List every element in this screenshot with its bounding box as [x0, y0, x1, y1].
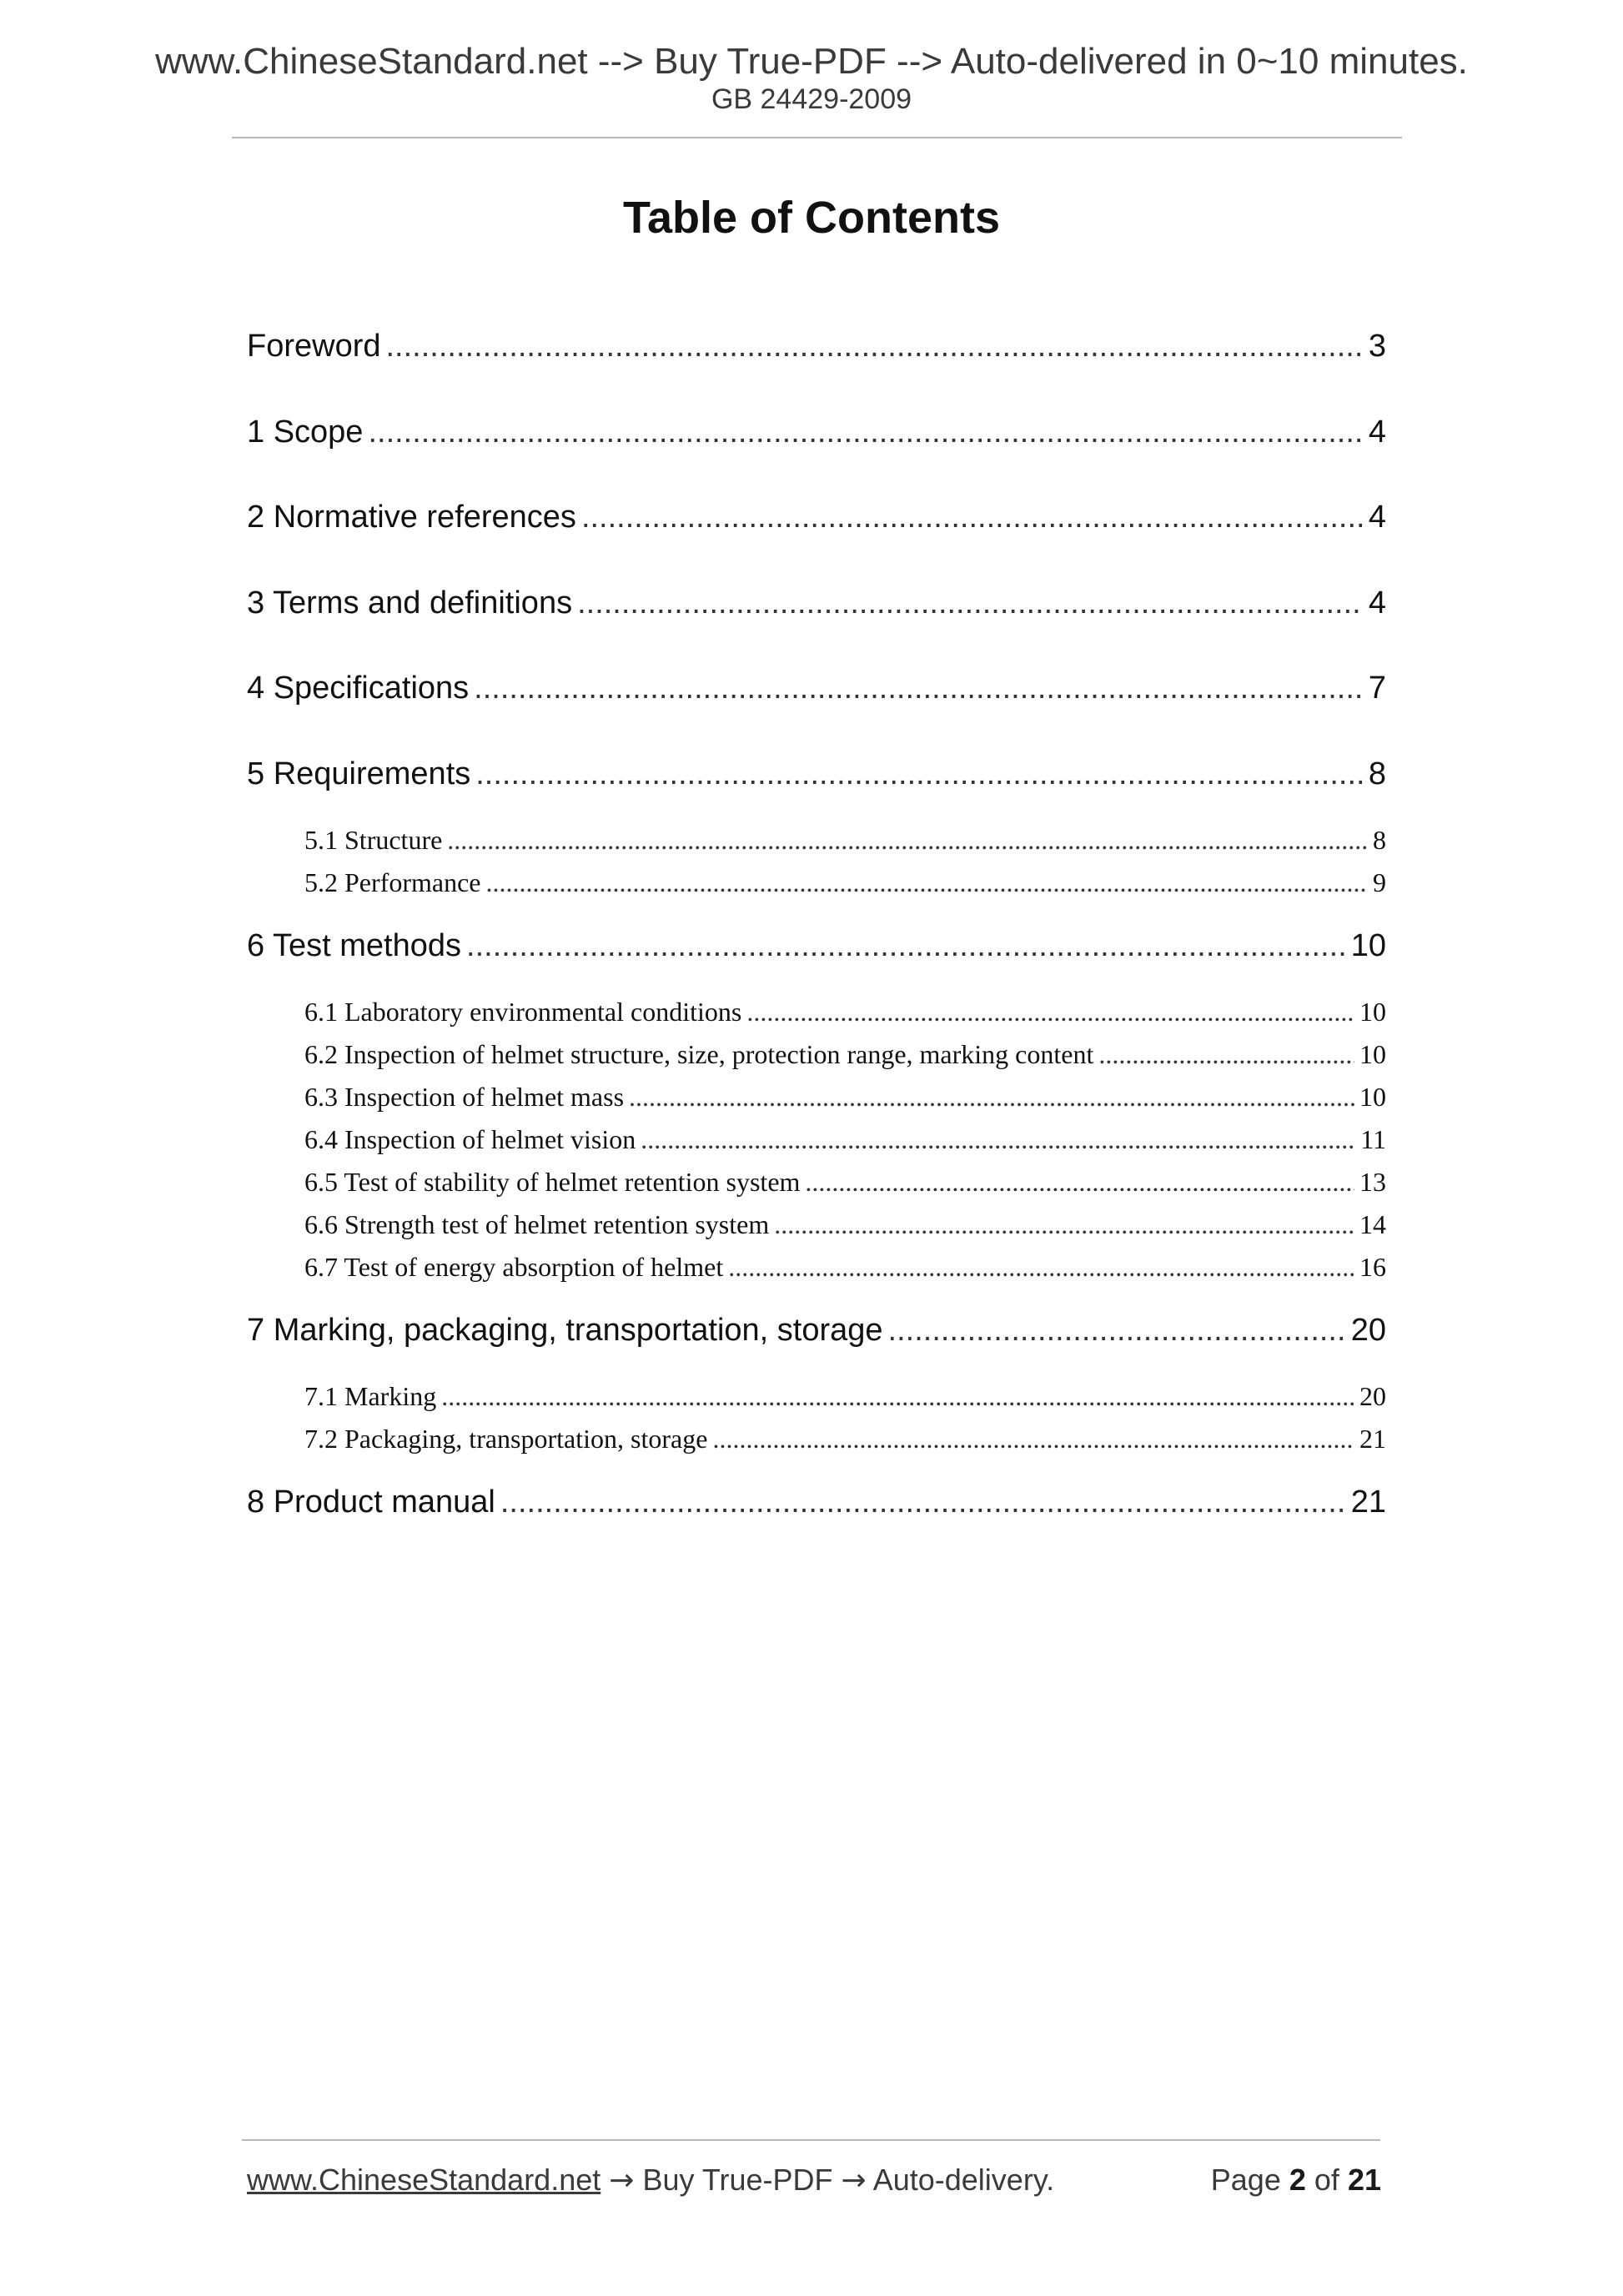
- page-word: Page: [1210, 2163, 1281, 2197]
- toc-entry-product-manual[interactable]: [247, 1483, 1386, 1521]
- toc-entry-retention-stability[interactable]: [304, 1166, 1386, 1198]
- toc-entry-packaging-storage[interactable]: [304, 1423, 1386, 1454]
- toc-page-number: 21: [1359, 1424, 1386, 1454]
- toc-entry-label: 6.7 Test of energy absorption of helmet: [304, 1252, 724, 1282]
- toc-entry-label: 1 Scope: [247, 414, 364, 450]
- toc-entry-performance[interactable]: [304, 867, 1386, 898]
- toc-entry-label: 2 Normative references: [247, 500, 576, 535]
- toc-dot-leader: [577, 584, 1364, 622]
- toc-page-number: 8: [1373, 825, 1386, 855]
- toc-dot-leader: [805, 1166, 1354, 1198]
- current-page-number: 2: [1289, 2163, 1306, 2197]
- toc-dot-leader: [774, 1208, 1354, 1240]
- of-word: of: [1314, 2163, 1339, 2197]
- toc-dot-leader: [629, 1081, 1354, 1113]
- toc-page-number: 11: [1360, 1124, 1386, 1154]
- toc-entry-label: 5.1 Structure: [304, 825, 443, 855]
- toc-dot-leader: [447, 824, 1368, 856]
- toc-entry-laboratory-conditions[interactable]: [304, 996, 1386, 1027]
- footer-buy-text: Buy True-PDF: [642, 2163, 833, 2197]
- toc-entry-structure[interactable]: [304, 824, 1386, 856]
- toc-entry-foreword[interactable]: [247, 327, 1386, 365]
- toc-dot-leader: [746, 996, 1354, 1027]
- toc-dot-leader: [368, 413, 1363, 451]
- toc-page-number: 4: [1368, 585, 1386, 620]
- toc-entry-label: 6 Test methods: [247, 928, 462, 963]
- toc-dot-leader: [500, 1483, 1346, 1521]
- toc-page-number: 10: [1359, 1082, 1386, 1112]
- toc-title: Table of Contents: [623, 193, 1000, 243]
- toc-page-number: 4: [1368, 500, 1386, 535]
- toc-page-number: 20: [1359, 1381, 1386, 1411]
- toc-entry-label: 8 Product manual: [247, 1485, 495, 1520]
- footer-delivery-text: Auto-delivery.: [872, 2163, 1055, 2197]
- toc-page-number: 21: [1350, 1485, 1386, 1520]
- toc-page-number: 10: [1359, 997, 1386, 1027]
- toc-entry-label: 6.6 Strength test of helmet retention system: [304, 1209, 770, 1239]
- toc-entry-label: Foreword: [247, 329, 381, 364]
- toc-page-number: 10: [1359, 1039, 1386, 1069]
- page-indicator: [1211, 2162, 1381, 2199]
- toc-page-number: 20: [1350, 1313, 1386, 1348]
- toc-entry-label: 4 Specifications: [247, 671, 470, 706]
- toc-entry-requirements[interactable]: [247, 755, 1386, 793]
- toc-entry-scope[interactable]: [247, 413, 1386, 451]
- toc-entry-label: 6.4 Inspection of helmet vision: [304, 1124, 636, 1154]
- toc-entry-terms-definitions[interactable]: [247, 584, 1386, 622]
- page-footer: [247, 2162, 1381, 2199]
- header-divider: [232, 137, 1402, 138]
- toc-entry-marking[interactable]: [304, 1380, 1386, 1412]
- toc-entry-label: 3 Terms and definitions: [247, 585, 573, 620]
- toc-entry-label: 6.5 Test of stability of helmet retention system: [304, 1167, 801, 1197]
- toc-dot-leader: [581, 498, 1364, 536]
- footer-promo: [247, 2162, 1054, 2199]
- toc-dot-leader: [712, 1423, 1354, 1454]
- toc-page-number: 4: [1368, 414, 1386, 450]
- toc-entry-retention-strength[interactable]: [304, 1208, 1386, 1240]
- toc-entry-label: 5.2 Performance: [304, 867, 481, 897]
- toc-entry-normative-references[interactable]: [247, 498, 1386, 536]
- toc-entry-label: 7 Marking, packaging, transportation, storage: [247, 1313, 883, 1348]
- toc-page-number: 8: [1368, 756, 1386, 791]
- toc-entry-specifications[interactable]: [247, 669, 1386, 707]
- toc-page-number: 3: [1368, 329, 1386, 364]
- toc-dot-leader: [728, 1251, 1354, 1283]
- toc-entry-helmet-mass[interactable]: [304, 1081, 1386, 1113]
- toc-dot-leader: [641, 1123, 1355, 1155]
- document-code: GB 24429-2009: [711, 83, 912, 115]
- toc-entry-test-methods[interactable]: [247, 927, 1386, 965]
- toc-page-number: 14: [1359, 1209, 1386, 1239]
- toc-entry-helmet-structure-inspection[interactable]: [304, 1038, 1386, 1070]
- toc-entry-label: 7.2 Packaging, transportation, storage: [304, 1424, 708, 1454]
- toc-entry-label: 7.1 Marking: [304, 1381, 437, 1411]
- toc-dot-leader: [888, 1311, 1346, 1349]
- toc-entry-helmet-vision[interactable]: [304, 1123, 1386, 1155]
- toc-entry-label: 5 Requirements: [247, 756, 471, 791]
- toc-entry-label: 6.3 Inspection of helmet mass: [304, 1082, 625, 1112]
- toc-page-number: 16: [1359, 1252, 1386, 1282]
- footer-site-link[interactable]: www.ChineseStandard.net: [247, 2163, 601, 2197]
- toc-entry-label: 6.2 Inspection of helmet structure, size, protection range, marking content: [304, 1039, 1094, 1069]
- toc-entry-label: 6.1 Laboratory environmental conditions: [304, 997, 742, 1027]
- toc-dot-leader: [475, 755, 1364, 793]
- toc-dot-leader: [485, 867, 1368, 898]
- toc-page-number: 10: [1350, 928, 1386, 963]
- toc-dot-leader: [386, 327, 1364, 365]
- toc-page-number: 9: [1373, 867, 1386, 897]
- toc-page-number: 13: [1359, 1167, 1386, 1197]
- toc-dot-leader: [474, 669, 1364, 707]
- top-banner[interactable]: www.ChineseStandard.net --> Buy True-PDF --> Auto-delivered in 0~10 minutes.: [155, 41, 1468, 82]
- footer-divider: [242, 2139, 1380, 2141]
- toc-entry-energy-absorption[interactable]: [304, 1251, 1386, 1283]
- toc-page-number: 7: [1368, 671, 1386, 706]
- arrow-right-icon: →: [609, 2163, 635, 2198]
- toc-dot-leader: [1098, 1038, 1354, 1070]
- toc-dot-leader: [441, 1380, 1354, 1412]
- toc-entry-marking-packaging[interactable]: [247, 1311, 1386, 1349]
- arrow-right-icon: →: [841, 2163, 867, 2198]
- total-page-number: 21: [1347, 2163, 1381, 2197]
- toc-dot-leader: [466, 927, 1346, 965]
